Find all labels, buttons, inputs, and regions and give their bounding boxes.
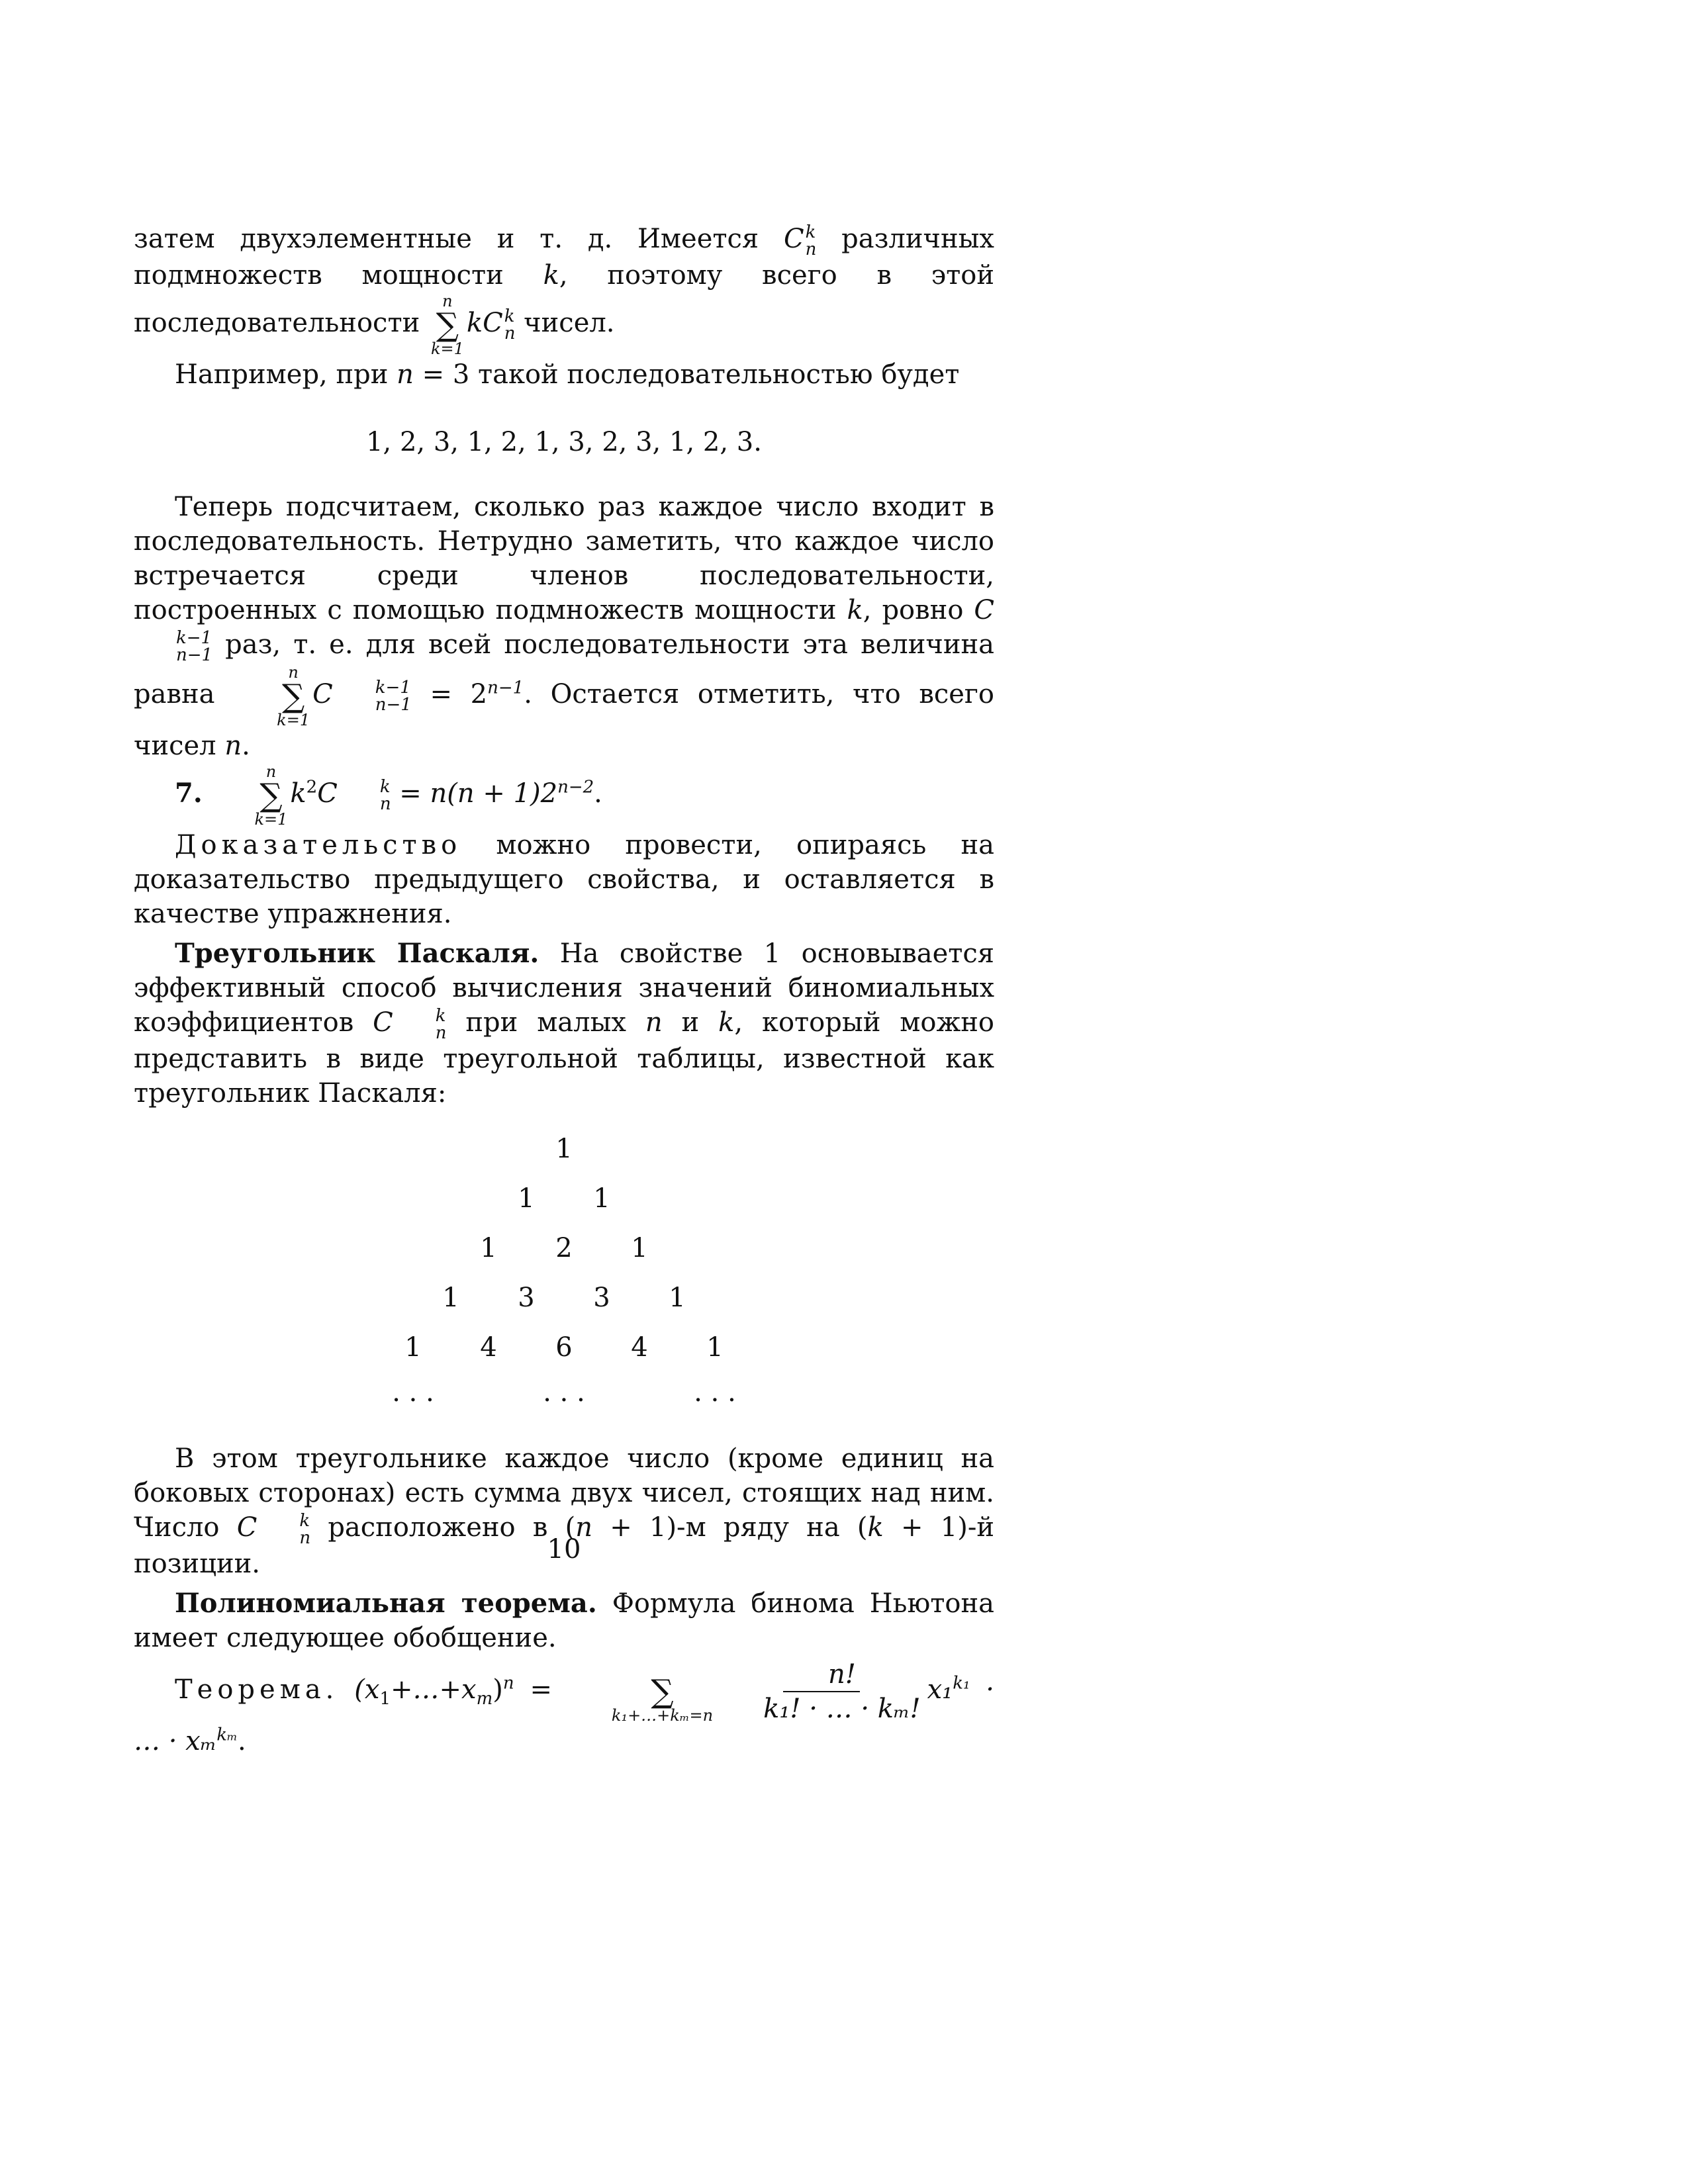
text: при малых	[446, 1007, 645, 1038]
pascal-ellipsis: · · ·	[543, 1385, 585, 1416]
text: x₁	[927, 1674, 953, 1705]
text: Например, при	[175, 359, 397, 390]
sup-2: 2	[306, 777, 318, 797]
pascal-triangle	[134, 1132, 994, 1430]
pascal-cell: 1	[631, 1233, 648, 1263]
denominator: k₁! · … · kₘ!	[763, 1694, 921, 1724]
sub-m: m	[476, 1689, 493, 1709]
sum-upper: n	[265, 762, 277, 781]
sum-lower: k=1	[254, 810, 288, 829]
fraction	[718, 1659, 924, 1724]
math-k: k	[290, 778, 306, 809]
sum-operator	[213, 763, 287, 828]
paragraph-3	[134, 490, 994, 763]
math-C: C	[236, 1512, 258, 1543]
sub-n: n	[299, 1528, 311, 1548]
math-n: n	[397, 359, 414, 390]
sum-sign: ∑	[651, 1673, 674, 1710]
text: = 2	[411, 679, 488, 709]
math-n: n	[645, 1007, 663, 1038]
text: + 1)-й позиции.	[134, 1512, 995, 1579]
sup-k1: k₁	[953, 1673, 970, 1694]
math-subsup	[806, 224, 817, 258]
math-k: k	[867, 1512, 884, 1543]
math-subsup	[334, 679, 412, 713]
sub-n: n	[805, 240, 817, 259]
math-n: n	[575, 1512, 592, 1543]
pascal-ellipsis: · · ·	[392, 1385, 434, 1416]
text: = 3 такой последовательностью будет	[413, 359, 960, 390]
text: На свойстве 1 основывается эффективный способ вычисления значений биномиальных коэффициентов	[134, 938, 995, 1038]
text: . Остается отметить, что всего чисел	[134, 679, 994, 761]
pascal-ellipsis: · · ·	[694, 1385, 736, 1416]
sum-lower: k₁+…+kₘ=n	[611, 1706, 714, 1725]
sup-km: kₘ	[216, 1725, 238, 1745]
math-subsup	[339, 778, 391, 813]
spaced-word: Теорема.	[175, 1674, 339, 1705]
sum-lower: k=1	[430, 340, 464, 358]
math-C: C	[373, 1007, 393, 1038]
paragraph-proof	[134, 828, 994, 931]
pascal-cell: 1	[442, 1283, 459, 1313]
text: .	[237, 1726, 246, 1756]
numerator: n!	[783, 1659, 860, 1692]
pascal-cell: 4	[480, 1332, 497, 1363]
math-k: k	[847, 595, 863, 625]
property-number: 7.	[175, 778, 203, 809]
math-subsup	[504, 308, 516, 342]
pascal-cell: 3	[593, 1283, 610, 1313]
pascal-cell: 4	[631, 1332, 648, 1363]
sub-n: n	[435, 1023, 447, 1043]
text: )	[492, 1674, 503, 1705]
pascal-cell: 1	[593, 1183, 610, 1214]
text: .	[242, 731, 250, 761]
math-k: k	[718, 1007, 735, 1038]
sum-sign: ∑	[436, 306, 459, 343]
text: и	[662, 1007, 719, 1038]
pascal-cell: 1	[669, 1283, 686, 1313]
pascal-cell: 1	[518, 1183, 535, 1214]
sum-upper: n	[442, 292, 453, 310]
math-C: C	[783, 224, 804, 254]
pascal-cell: 1	[404, 1332, 422, 1363]
sub-nm1: n−1	[375, 695, 412, 715]
text: +…+x	[391, 1674, 477, 1705]
theorem	[134, 1659, 994, 1758]
pascal-cell: 6	[555, 1332, 573, 1363]
text: затем двухэлементные и т. д. Имеется	[134, 224, 784, 254]
sum-sign: ∑	[282, 678, 305, 715]
text: раз, т. е. для всей последовательности эта величина равна	[134, 629, 994, 709]
pascal-cell: 1	[480, 1233, 497, 1263]
sum-upper: n	[288, 663, 299, 682]
sub-n: n	[379, 794, 391, 814]
sequence-display: 1, 2, 3, 1, 2, 1, 3, 2, 3, 1, 2, 3.	[366, 427, 762, 457]
sup-k: k	[805, 222, 816, 242]
text: (x	[338, 1674, 380, 1705]
sub-nm1: n−1	[176, 645, 213, 665]
spaced-word: Доказательство	[175, 830, 462, 860]
text: , поэтому всего в этой последовательности	[134, 260, 994, 338]
sup-n: n	[502, 1673, 514, 1694]
sum-operator	[236, 664, 310, 729]
paragraph-pascal	[134, 936, 994, 1111]
section-heading: Полиномиальная теорема.	[175, 1588, 597, 1619]
sup-k: k	[379, 777, 391, 797]
sub-n: n	[504, 324, 516, 343]
text: различных подмножеств мощности	[134, 224, 994, 291]
math-C: C	[974, 595, 995, 625]
sup-k: k	[299, 1511, 310, 1531]
math-subsup	[135, 629, 212, 664]
text: Теперь подсчитаем, сколько раз каждое число входит в последовательность. Нетрудно заметить, что каждое число встречается среди членов последовательности, построенных с помощью подмножеств мощности	[134, 492, 994, 625]
section-heading: Треугольник Паскаля.	[175, 938, 539, 969]
sup-nm2: n−2	[557, 777, 594, 797]
page-body	[134, 222, 994, 1758]
paragraph-1	[134, 222, 994, 357]
formula-rhs: = n(n + 1)2	[391, 778, 558, 809]
math-n: n	[224, 731, 242, 761]
math-kC: kC	[466, 308, 503, 338]
paragraph-polynomial	[134, 1586, 994, 1655]
text: можно провести, опираясь на доказательство предыдущего свойства, и оставляется в качестве упражнения.	[134, 830, 994, 929]
text: + 1)-м ряду на (	[592, 1512, 868, 1543]
paragraph-2	[134, 357, 994, 392]
sum-operator	[571, 1659, 713, 1724]
math-k: k	[543, 260, 559, 291]
math-C: C	[317, 778, 338, 809]
sup-km1: k−1	[375, 678, 411, 698]
pascal-cell: 2	[555, 1233, 573, 1263]
sup-k: k	[504, 306, 515, 326]
text: , который можно представить в виде треугольной таблицы, известной как треугольник Паскаля:	[134, 1007, 995, 1109]
pascal-cell: 3	[518, 1283, 535, 1313]
sum-sign: ∑	[259, 777, 283, 814]
pascal-cell: 1	[706, 1332, 724, 1363]
math-subsup	[395, 1007, 447, 1042]
property-7	[134, 763, 994, 828]
sup-nm1: n−1	[487, 678, 524, 698]
text: =	[514, 1674, 568, 1705]
sum-lower: k=1	[277, 711, 310, 729]
text: · … · xₘ	[134, 1674, 994, 1756]
page-number: 10	[547, 1534, 581, 1565]
text: чисел.	[515, 308, 615, 338]
text: Формула бинома Ньютона имеет следующее обобщение.	[134, 1588, 995, 1653]
text: расположено в (	[310, 1512, 576, 1543]
text: В этом треугольнике каждое число (кроме единиц на боковых сторонах) есть сумма двух чисел, стоящих над ним. Число	[134, 1443, 994, 1543]
sup-k: k	[435, 1006, 446, 1026]
sub-1: 1	[379, 1689, 391, 1709]
text: , ровно	[863, 595, 974, 625]
math-C: C	[312, 679, 333, 709]
pascal-cell: 1	[555, 1134, 573, 1164]
sup-km1: k−1	[176, 628, 212, 648]
sum-operator	[431, 293, 464, 357]
text: .	[594, 778, 602, 809]
